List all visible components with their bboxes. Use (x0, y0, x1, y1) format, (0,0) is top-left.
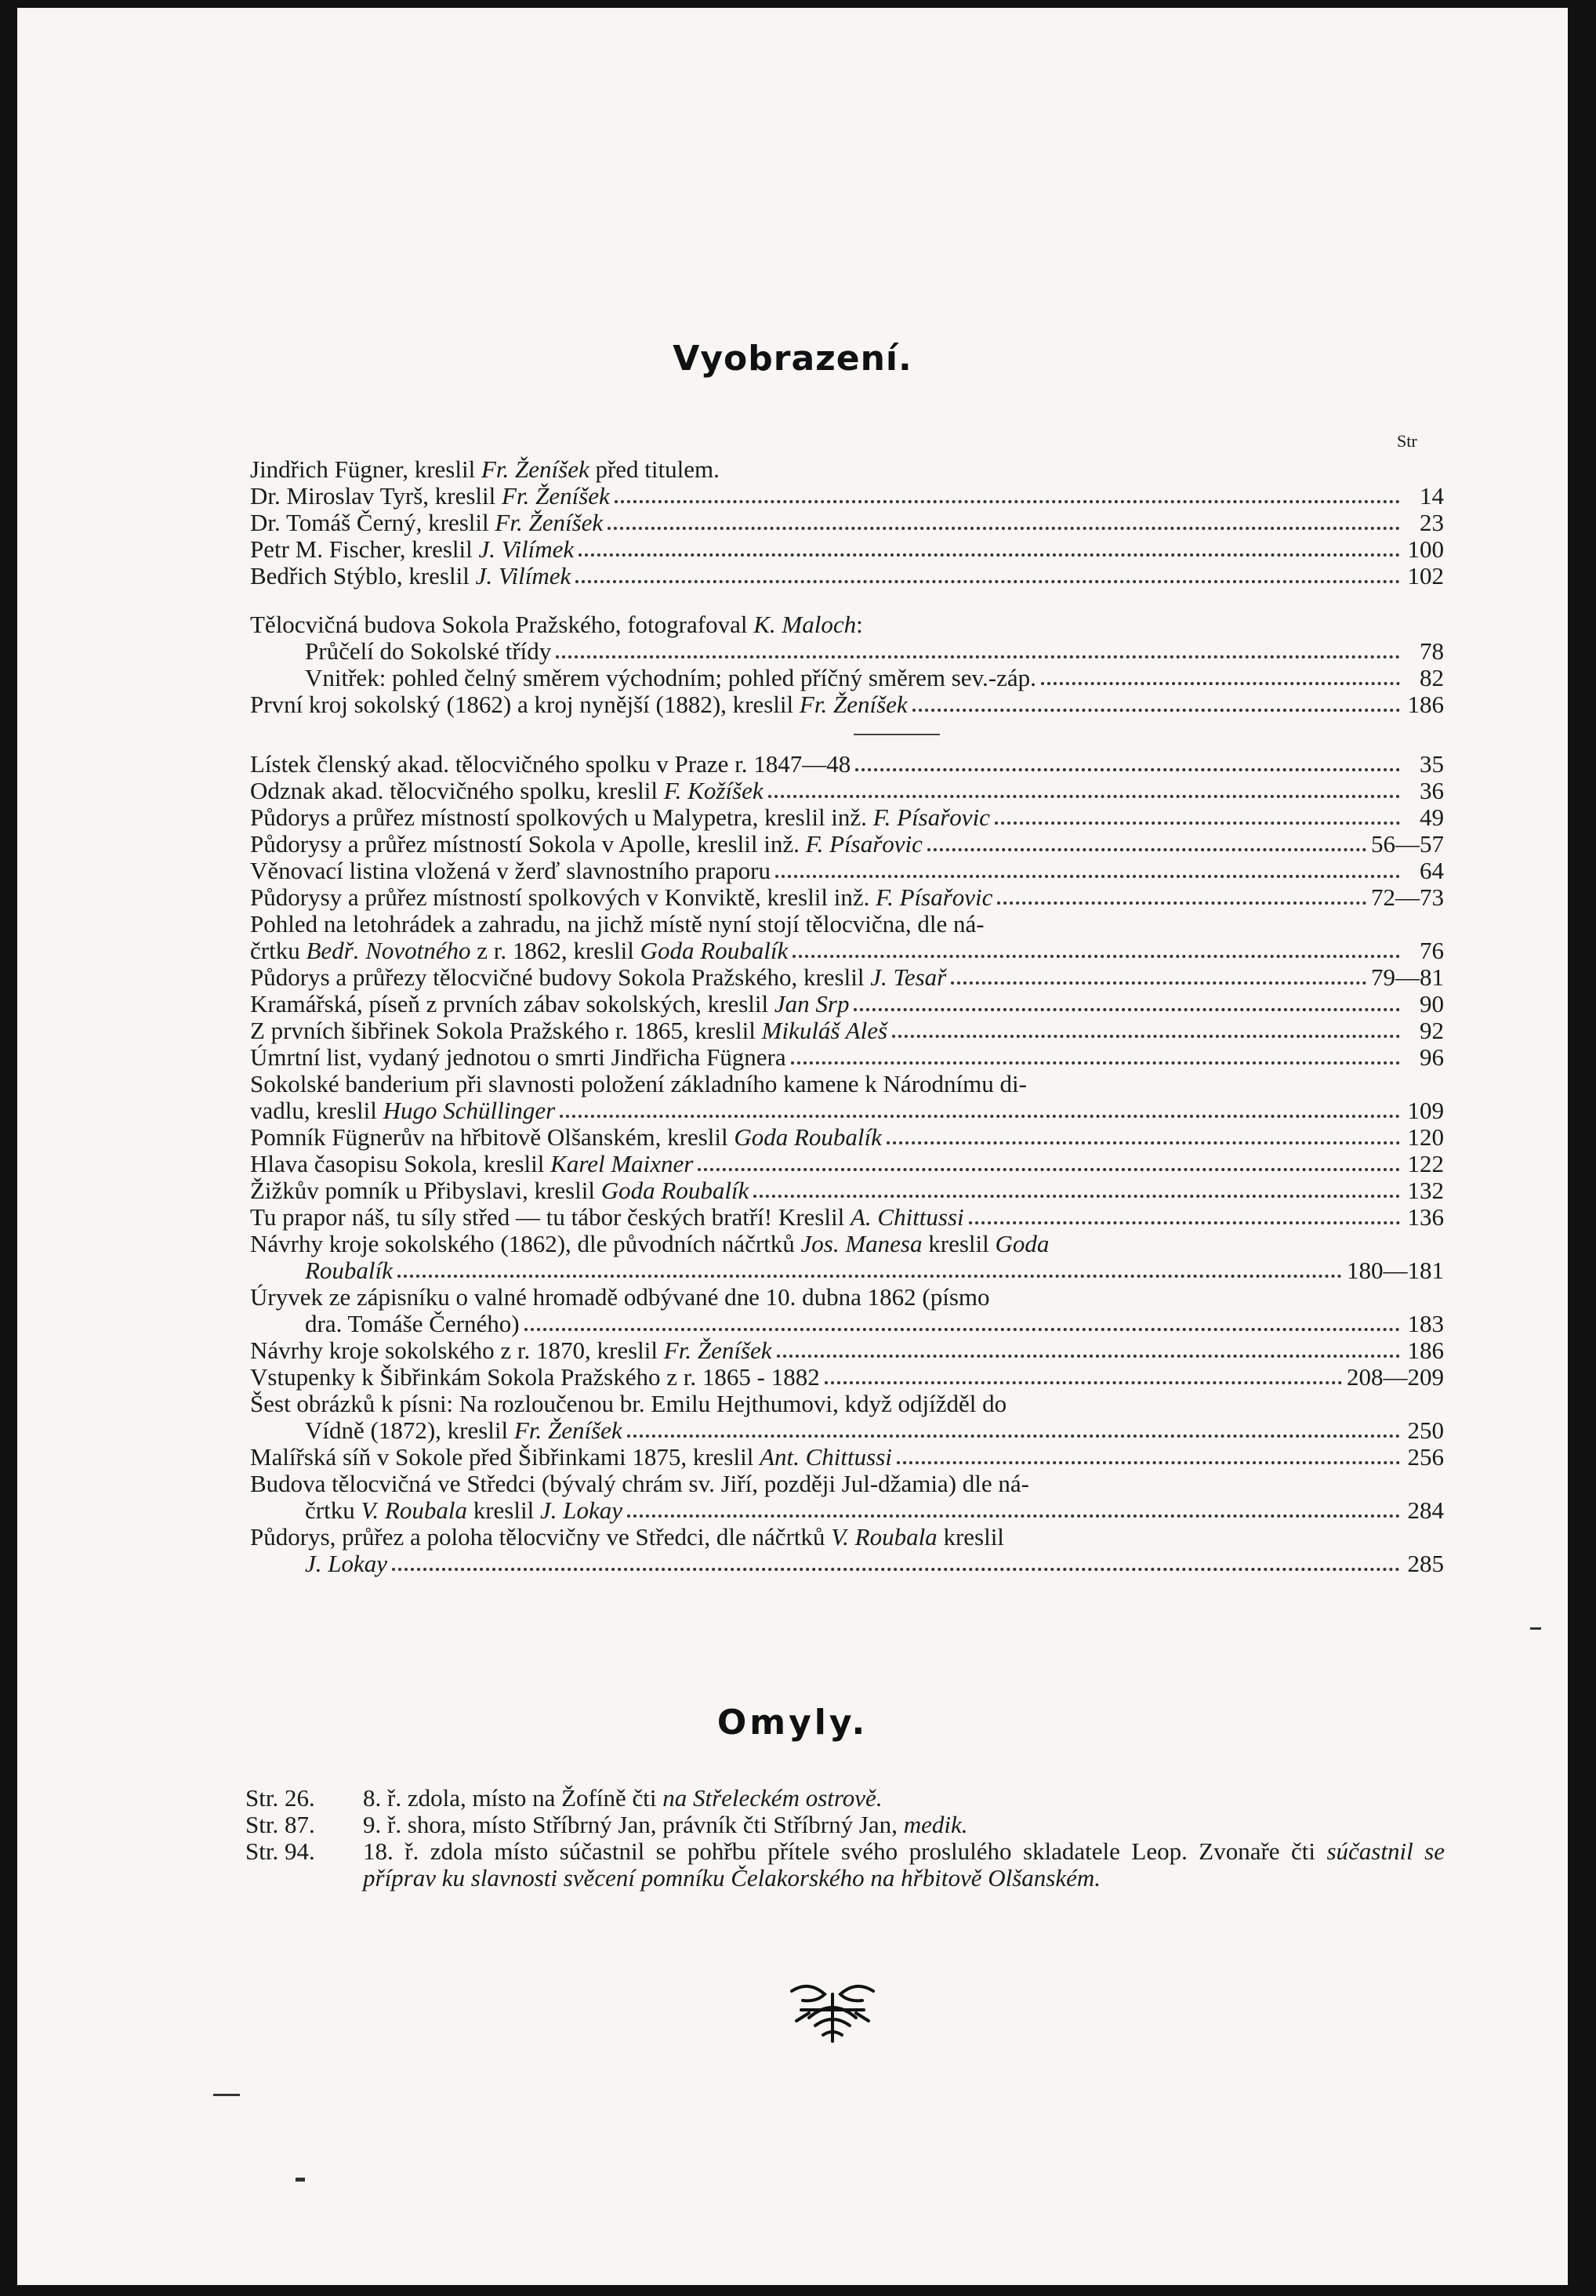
list-item: Sokolské banderium při slavnosti položení základního kamene k Národnímu di- (250, 1070, 1027, 1097)
list-item-continuation: vadlu, kreslil Hugo Schüllinger 109 (250, 1097, 1444, 1124)
page-number: 256 (1407, 1443, 1444, 1471)
list-item: Budova tělocvičná ve Středci (bývalý chrám sv. Jiří, později Jul-džamia) dle ná- (250, 1470, 1029, 1497)
list-item: Tu prapor náš, tu síly střed — tu tábor českých bratří! Kreslil A. Chittussi 136 (250, 1203, 1444, 1231)
page-number: 100 (1407, 535, 1444, 563)
list-item: Úryvek ze zápisníku o valné hromadě odbývané dne 10. dubna 1862 (písmo (250, 1283, 990, 1311)
page-number: 250 (1407, 1416, 1444, 1444)
list-item: Odznak akad. tělocvičného spolku, kreslil F. Kožíšek 36 (250, 777, 1444, 804)
list-item: Pomník Fügnerův na hřbitově Olšanském, kreslil Goda Roubalík 120 (250, 1123, 1444, 1151)
page-number: 285 (1407, 1550, 1444, 1577)
list-item: Návrhy kroje sokolského z r. 1870, kreslil Fr. Ženíšek 186 (250, 1337, 1444, 1364)
list-item-continuation: Roubalík 180—181 (305, 1257, 1444, 1284)
list-item: Úmrtní list, vydaný jednotou o smrti Jindřicha Fügnera 96 (250, 1043, 1444, 1071)
page-number: 72—73 (1371, 883, 1444, 911)
page-number: 186 (1407, 691, 1444, 718)
list-item: Hlava časopisu Sokola, kreslil Karel Maixner 122 (250, 1150, 1444, 1177)
list-item: Z prvních šibřinek Sokola Pražského r. 1865, kreslil Mikuláš Aleš 92 (250, 1017, 1444, 1044)
list-item: Půdorysy a průřez místností Sokola v Apolle, kreslil inž. F. Písařovic 56—57 (250, 830, 1444, 858)
errata-item: Str. 26. 8. ř. zdola, místo na Žofíně čti na Střeleckém ostrově. (245, 1784, 883, 1812)
list-item-continuation: dra. Tomáše Černého) 183 (305, 1310, 1444, 1337)
list-item: Bedřich Stýblo, kreslil J. Vilímek 102 (250, 562, 1444, 589)
page-number: 136 (1407, 1203, 1444, 1231)
list-item: Žižkův pomník u Přibyslavi, kreslil Goda Roubalík 132 (250, 1177, 1444, 1204)
list-item: Průčelí do Sokolské třídy 78 (305, 637, 1444, 665)
list-item: Půdorysy a průřez místností spolkových v Konviktě, kreslil inž. F. Písařovic 72—73 (250, 883, 1444, 911)
page-number: 90 (1420, 990, 1444, 1017)
page-number: 132 (1407, 1177, 1444, 1204)
page-number: 23 (1420, 509, 1444, 536)
list-item: Půdorys, průřez a poloha tělocvičny ve Středci, dle náčrtků V. Roubala kreslil (250, 1523, 1004, 1551)
page-number: 102 (1407, 562, 1444, 589)
page-number: 183 (1407, 1310, 1444, 1337)
page-number: 186 (1407, 1337, 1444, 1364)
errata-list (245, 1785, 1445, 1892)
page-column-label: Str (1397, 431, 1417, 451)
list-item: Věnovací listina vložená v žerď slavnostního praporu 64 (250, 857, 1444, 884)
list-item-continuation: Vídně (1872), kreslil Fr. Ženíšek 250 (305, 1416, 1444, 1444)
errata-item: Str. 94. 18. ř. zdola místo súčastnil se pohřbu přítele svého proslulého skladatele Leop. Zvonaře čti súčastnil se příprav ku slavnosti svěcení pomníku Čelakorského na hřbitově Olšanském. (245, 1837, 1445, 1892)
list-item: Petr M. Fischer, kreslil J. Vilímek 100 (250, 535, 1444, 563)
margin-mark (213, 2094, 240, 2096)
page-number: 79—81 (1371, 963, 1444, 991)
list-item: Půdorys a průřezy tělocvičné budovy Sokola Pražského, kreslil J. Tesař 79—81 (250, 963, 1444, 991)
errata-title: Omyly. (716, 1703, 869, 1743)
list-item-continuation: črtku Bedř. Novotného z r. 1862, kreslil Goda Roubalík 76 (250, 937, 1444, 964)
page-number: 78 (1420, 637, 1444, 665)
list-item: První kroj sokolský (1862) a kroj nynější (1882), kreslil Fr. Ženíšek 186 (250, 691, 1444, 718)
page-number: 49 (1420, 803, 1444, 831)
illustrations-list (250, 456, 1444, 1577)
list-item: Lístek členský akad. tělocvičného spolku v Praze r. 1847—48 35 (250, 750, 1444, 778)
list-item: Tělocvičná budova Sokola Pražského, fotografoval K. Maloch: (250, 611, 863, 638)
page-number: 36 (1420, 777, 1444, 804)
page-number: 120 (1407, 1123, 1444, 1151)
list-item: Dr. Miroslav Tyrš, kreslil Fr. Ženíšek 14 (250, 482, 1444, 510)
page-number: 14 (1420, 482, 1444, 510)
page-number: 96 (1420, 1043, 1444, 1071)
decorative-ornament-icon (785, 1974, 880, 2044)
page-number: 92 (1420, 1017, 1444, 1044)
list-item: Návrhy kroje sokolského (1862), dle původních náčrtků Jos. Manesa kreslil Goda (250, 1230, 1050, 1257)
list-item: Pohled na letohrádek a zahradu, na jichž místě nyní stojí tělocvična, dle ná- (250, 910, 985, 938)
list-item-continuation: J. Lokay 285 (305, 1550, 1444, 1577)
list-item: Půdorys a průřez místností spolkových u Malypetra, kreslil inž. F. Písařovic 49 (250, 803, 1444, 831)
page-number: 284 (1407, 1496, 1444, 1524)
list-item: Vstupenky k Šibřinkám Sokola Pražského z r. 1865 - 1882 208—209 (250, 1363, 1444, 1391)
margin-mark (1530, 1627, 1541, 1630)
page-number: 56—57 (1371, 830, 1444, 858)
list-item: Jindřich Fügner, kreslil Fr. Ženíšek před titulem. (250, 455, 720, 483)
margin-mark (296, 2178, 305, 2182)
page (17, 8, 1568, 2285)
list-item: Kramářská, píseň z prvních zábav sokolských, kreslil Jan Srp 90 (250, 990, 1444, 1017)
list-item: Vnitřek: pohled čelný směrem východním; pohled příčný směrem sev.-záp. 82 (305, 664, 1444, 691)
page-number: 76 (1420, 937, 1444, 964)
list-item-continuation: črtku V. Roubala kreslil J. Lokay 284 (305, 1496, 1444, 1524)
page-number: 208—209 (1347, 1363, 1444, 1391)
page-number: 180—181 (1347, 1257, 1444, 1284)
page-title: Vyobrazení. (673, 339, 912, 379)
page-number: 82 (1420, 664, 1444, 691)
list-item: Šest obrázků k písni: Na rozloučenou br. Emilu Hejthumovi, když odjížděl do (250, 1390, 1007, 1417)
list-item: Dr. Tomáš Černý, kreslil Fr. Ženíšek 23 (250, 509, 1444, 536)
page-number: 109 (1407, 1097, 1444, 1124)
page-number: 35 (1420, 750, 1444, 778)
page-number: 122 (1407, 1150, 1444, 1177)
divider (854, 734, 940, 735)
page-number: 64 (1420, 857, 1444, 884)
errata-item: Str. 87. 9. ř. shora, místo Stříbrný Jan, právník čti Stříbrný Jan, medik. (245, 1811, 968, 1838)
list-item: Malířská síň v Sokole před Šibřinkami 1875, kreslil Ant. Chittussi 256 (250, 1443, 1444, 1471)
